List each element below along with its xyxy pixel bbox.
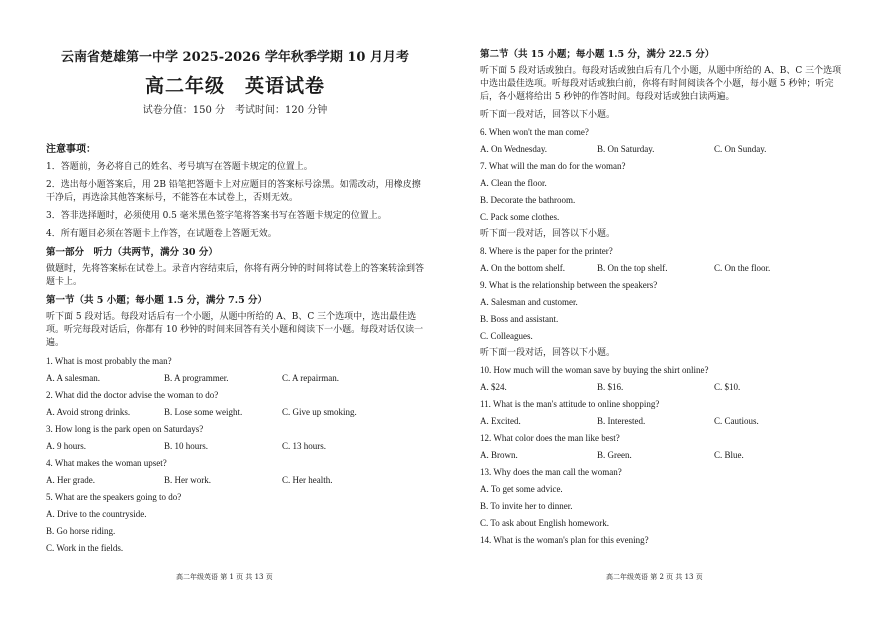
option-c[interactable]: C. To ask about English homework. [480,518,609,528]
options-12 [480,449,845,461]
options-3 [46,440,424,452]
question-4: 4. What makes the woman upset? [46,458,167,468]
question-6: 6. When won't the man come? [480,127,589,137]
option-a[interactable]: A. Clean the floor. [480,178,547,188]
exam-meta: 试卷分值：150 分 考试时间：120 分钟 [142,105,328,116]
section1-heading: 第一节（共 5 小题；每小题 1.5 分，满分 7.5 分） [46,295,268,306]
question-14: 14. What is the woman's plan for this evening? [480,535,649,545]
option-a[interactable]: A. Salesman and customer. [480,297,578,307]
question-2: 2. What did the doctor advise the woman to do? [46,390,219,400]
option-a[interactable]: A. A salesman. [46,373,100,383]
option-b[interactable]: B. On the top shelf. [597,263,668,273]
option-b[interactable]: B. Green. [597,450,632,460]
exam-subtitle: 高二年级 英语试卷 [144,75,325,97]
options-2 [46,406,424,418]
page-footer: 高二年级英语 第 2 页 共 13 页 [606,573,703,581]
option-a[interactable]: A. Avoid strong drinks. [46,407,131,417]
left-column [46,44,424,554]
options-6 [480,143,845,155]
option-c[interactable]: C. On Sunday. [714,144,767,154]
question-9: 9. What is the relationship between the speakers? [480,280,658,290]
option-b[interactable]: B. Her work. [164,475,211,485]
option-c[interactable]: C. Work in the fields. [46,543,124,553]
note-item: 2．选出每小题答案后，用 2B 铅笔把答题卡上对应题目的答案标号涂黑。如需改动，用橡皮擦干净后，再选涂其他答案标号，不能答在本试卷上，否则无效。 [46,180,421,203]
notes-heading: 注意事项： [46,144,96,155]
part1-intro: 做题时，先将答案标在试卷上。录音内容结束后，你将有两分钟的时间将试卷上的答案转涂到答题卡上。 [46,264,425,287]
option-a[interactable]: A. Her grade. [46,475,95,485]
right-column [480,48,845,546]
option-c[interactable]: C. Blue. [714,450,744,460]
exam-title: 云南省楚雄第一中学 2025-2026 学年秋季学期 10 月月考 [61,50,409,65]
option-c[interactable]: C. Give up smoking. [282,407,357,417]
question-13: 13. Why does the man call the woman? [480,467,622,477]
option-a[interactable]: A. Brown. [480,450,518,460]
part1-heading: 第一部分 听力（共两节，满分 30 分） [46,247,218,258]
option-b[interactable]: B. 10 hours. [164,441,209,451]
page-footer: 高二年级英语 第 1 页 共 13 页 [176,573,273,581]
option-a[interactable]: A. On Wednesday. [480,144,548,154]
option-b[interactable]: B. On Saturday. [597,144,655,154]
question-10: 10. How much will the woman save by buying the shirt online? [480,365,709,375]
option-a[interactable]: A. $24. [480,382,507,392]
option-a[interactable]: A. Drive to the countryside. [46,509,147,519]
question-3: 3. How long is the park open on Saturdays? [46,424,204,434]
option-b[interactable]: B. $16. [597,382,624,392]
note-item: 4．所有题目必须在答题卡上作答，在试题卷上答题无效。 [46,229,277,239]
option-c[interactable]: C. Pack some clothes. [480,212,560,222]
question-8: 8. Where is the paper for the printer? [480,246,613,256]
listen-instruction: 听下面一段对话，回答以下小题。 [480,110,616,120]
option-c[interactable]: C. On the floor. [714,263,771,273]
question-1: 1. What is most probably the man? [46,356,172,366]
question-12: 12. What color does the man like best? [480,433,620,443]
option-a[interactable]: A. To get some advice. [480,484,563,494]
option-c[interactable]: C. Her health. [282,475,333,485]
options-4 [46,474,424,486]
options-8 [480,262,845,274]
option-b[interactable]: B. To invite her to dinner. [480,501,573,511]
option-a[interactable]: A. 9 hours. [46,441,86,451]
options-11 [480,415,845,427]
section2-intro: 听下面 5 段对话或独白。每段对话或独白后有几个小题，从题中所给的 A、B、C 三个选项中选出最佳选项。听每段对话或独白前，你将有时间阅读各个小题，每小题 5 秒钟；听完后，各小题将给出 5 秒钟的作答时间。每段对话或独白读两遍。 [480,66,842,102]
option-b[interactable]: B. Decorate the bathroom. [480,195,576,205]
option-b[interactable]: B. Interested. [597,416,646,426]
option-c[interactable]: C. $10. [714,382,741,392]
section2-heading: 第二节（共 15 小题；每小题 1.5 分，满分 22.5 分） [480,49,715,60]
option-b[interactable]: B. Go horse riding. [46,526,116,536]
options-10 [480,381,845,393]
question-7: 7. What will the man do for the woman? [480,161,626,171]
option-c[interactable]: C. A repairman. [282,373,339,383]
option-b[interactable]: B. Boss and assistant. [480,314,559,324]
option-a[interactable]: A. Excited. [480,416,521,426]
option-a[interactable]: A. On the bottom shelf. [480,263,565,273]
listen-instruction: 听下面一段对话，回答以下小题。 [480,348,616,358]
listen-instruction: 听下面一段对话，回答以下小题。 [480,229,616,239]
question-5: 5. What are the speakers going to do? [46,492,182,502]
option-b[interactable]: B. Lose some weight. [164,407,243,417]
options-1 [46,372,424,384]
option-c[interactable]: C. 13 hours. [282,441,327,451]
option-c[interactable]: C. Colleagues. [480,331,533,341]
section1-intro: 听下面 5 段对话。每段对话后有一个小题，从题中所给的 A、B、C 三个选项中，选出最佳选项。听完每段对话后，你都有 10 秒钟的时间来回答有关小题和阅读下一小题。每段对话仅读一遍。 [46,312,424,348]
question-11: 11. What is the man's attitude to online shopping? [480,399,660,409]
note-item: 3．答非选择题时，必须使用 0.5 毫米黑色签字笔将答案书写在答题卡规定的位置上。 [46,211,387,221]
option-c[interactable]: C. Cautious. [714,416,759,426]
note-item: 1．答题前，务必将自己的姓名、考号填写在答题卡规定的位置上。 [46,162,313,172]
option-b[interactable]: B. A programmer. [164,373,229,383]
